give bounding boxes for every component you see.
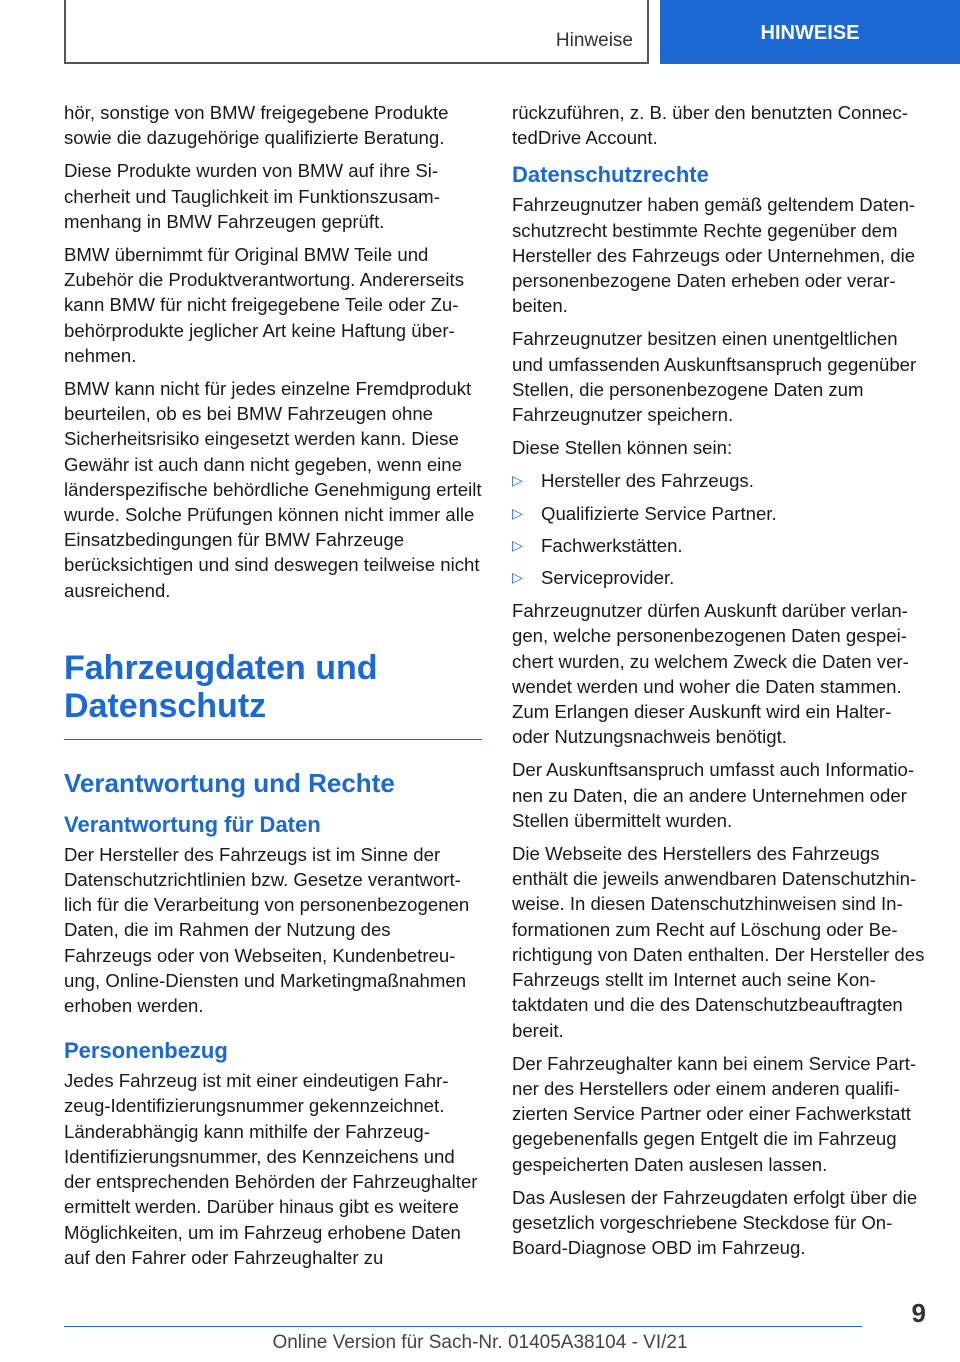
footer-divider xyxy=(64,1326,862,1327)
chapter-heading: Fahrzeugdaten und Datenschutz xyxy=(64,649,482,740)
left-column xyxy=(64,100,482,1278)
paragraph: Fahrzeugnutzer haben gemäß geltendem Datenschutzrecht bestimmte Rechte gegenüber dem Hersteller des Fahrzeugs oder Unternehmen, die personenbezogene Daten erheben oder verarbeiten. xyxy=(512,194,916,317)
subsection-heading-datenschutzrechte: Datenschutzrechte xyxy=(512,162,709,188)
section-heading: Verantwortung und Rechte xyxy=(64,767,395,798)
paragraph: Das Auslesen der Fahrzeugdaten erfolgt über die gesetzlich vorgeschriebene Steckdose für On-Board-Diagnose OBD im Fahrzeug. xyxy=(512,1186,918,1259)
paragraph: Fahrzeugnutzer besitzen einen unentgeltlichen und umfassenden Auskunftsanspruch gegenüber Stellen, die personenbezogene Daten zum Fahrzeugnutzer speichern. xyxy=(512,328,917,426)
triangle-bullet-icon: ▷ xyxy=(512,504,523,521)
bullet-list xyxy=(512,468,930,590)
footer-version-text: Online Version für Sach-Nr. 01405A38104 - VI/21 xyxy=(272,1332,688,1353)
paragraph: Diese Produkte wurden von BMW auf ihre Sicherheit und Tauglichkeit im Funktionszusammenhang in BMW Fahrzeugen geprüft. xyxy=(64,160,440,232)
paragraph: Der Auskunftsanspruch umfasst auch Informationen zu Daten, die an andere Unternehmen oder Stellen übermittelt wurden. xyxy=(512,759,915,831)
subsection-heading-daten: Verantwortung für Daten xyxy=(64,811,321,837)
list-item: ▷ Qualifizierte Service Partner. xyxy=(512,501,930,526)
right-column xyxy=(512,100,930,1268)
list-item: ▷ Serviceprovider. xyxy=(512,565,930,590)
paragraph: Die Webseite des Herstellers des Fahrzeugs enthält die jeweils anwendbaren Datenschutzhinweise. In diesen Datenschutzhinweisen sind Informationen zum Recht auf Löschung oder Berichtigung von Daten enthalten. Der Hersteller des Fahrzeugs stellt im Internet auch seine Kontaktdaten und die des Datenschutzbeauftragten bereit. xyxy=(512,843,925,1041)
triangle-bullet-icon: ▷ xyxy=(512,536,523,553)
triangle-bullet-icon: ▷ xyxy=(512,569,523,586)
header-tab-hinweise[interactable]: HINWEISE xyxy=(660,0,960,64)
triangle-bullet-icon: ▷ xyxy=(512,472,523,489)
page-number: 9 xyxy=(911,1298,926,1328)
list-item: ▷ Fachwerkstätten. xyxy=(512,533,930,558)
paragraph: BMW übernimmt für Original BMW Teile und Zubehör die Produktverantwortung. Andererseits kann BMW für nicht freigegebene Teile oder Zubehörprodukte jeglicher Art keine Haftung übernehmen. xyxy=(64,244,464,366)
header-section-box xyxy=(64,0,649,64)
paragraph: Jedes Fahrzeug ist mit einer eindeutigen Fahrzeug-Identifizierungsnummer gekennzeichnet. Länderabhängig kann mithilfe der Fahrzeug-Identifizierungsnummer, des Kennzeichens und der entsprechenden Behörden der Fahrzeughalter ermittelt werden. Darüber hinaus gibt es weitere Möglichkeiten, um im Fahrzeug erhobene Daten auf den Fahrer oder Fahrzeughalter zu xyxy=(64,1070,478,1268)
paragraph: Diese Stellen können sein: xyxy=(512,437,733,459)
paragraph: Der Fahrzeughalter kann bei einem Service Partner des Herstellers oder einem anderen qualifizierten Service Partner oder einer Fachwerkstatt gegebenenfalls gegen Entgelt die im Fahrzeug gespeicherten Daten auslesen lassen. xyxy=(512,1052,917,1175)
header-section-label: Hinweise xyxy=(555,30,633,51)
paragraph: Der Hersteller des Fahrzeugs ist im Sinne der Datenschutzrichtlinien bzw. Gesetze verantwortlich für die Verarbeitung von personenbezogenen Daten, die im Rahmen der Nutzung des Fahrzeugs oder von Webseiten, Kundenbetreuung, Online-Diensten und Marketingmaßnahmen erhoben werden. xyxy=(64,843,470,1017)
paragraph: BMW kann nicht für jedes einzelne Fremdprodukt beurteilen, ob es bei BMW Fahrzeugen ohne Sicherheitsrisiko eingesetzt werden kann. Diese Gewähr ist auch dann nicht gegeben, wenn eine länderspezifische behördliche Genehmigung erteilt wurde. Solche Prüfungen können nicht immer alle Einsatzbedingungen für BMW Fahrzeuge berücksichtigen und sind deswegen teilweise nicht ausreichend. xyxy=(64,378,482,601)
subsection-heading-personenbezug: Personenbezug xyxy=(64,1038,228,1064)
list-item: ▷ Hersteller des Fahrzeugs. xyxy=(512,468,930,493)
paragraph: Fahrzeugnutzer dürfen Auskunft darüber verlangen, welche personenbezogenen Daten gespeichert wurden, zu welchem Zweck die Daten verwendet werden und woher die Daten stammen. Zum Erlangen dieser Auskunft wird ein Halter- oder Nutzungsnachweis benötigt. xyxy=(512,600,909,748)
paragraph: hör, sonstige von BMW freigegebene Produkte sowie die dazugehörige qualifizierte Beratung. xyxy=(64,102,449,149)
paragraph: rückzuführen, z. B. über den benutzten ConnectedDrive Account. xyxy=(512,102,908,149)
